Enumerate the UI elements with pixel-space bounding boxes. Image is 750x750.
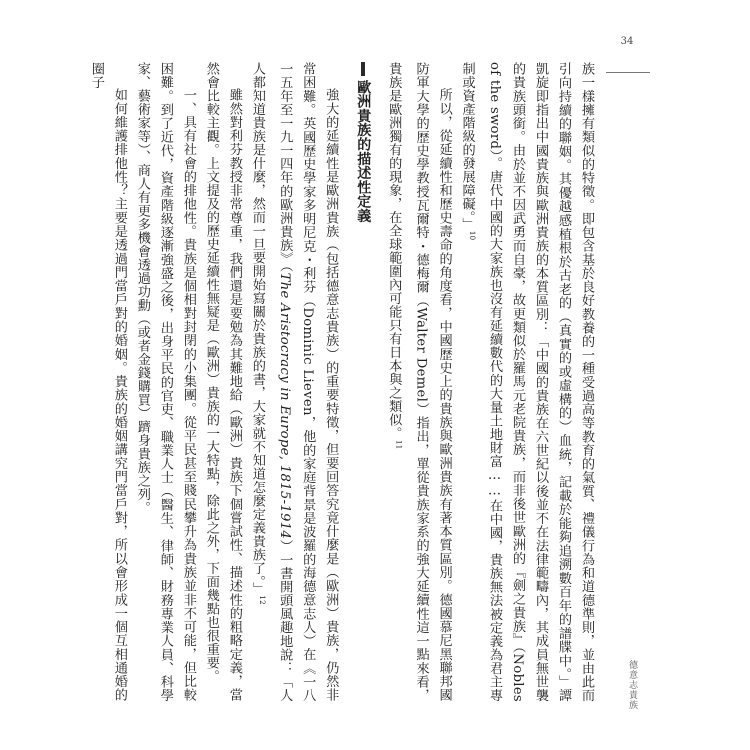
section-heading-text: 歐洲貴族的描述性定義 [355,80,372,223]
heading-bar-icon [361,62,365,76]
running-head: 德意志貴族 [627,660,637,710]
page-number: 34 [620,36,634,47]
paragraph [456,62,598,702]
section-heading [352,62,374,702]
header-rule [606,72,650,73]
book-title: The Aristocracy in Europe, 1815-1914 [277,272,293,540]
paragraph: 雖然對利芬教授非常尊重，我們還是要勉為其難地給（歐洲）貴族下個嘗試性、描述性的粗略定義，當然會比較主觀。上文提及的歷史延續性無疑是（歐洲）貴族的一大特點，除此之外，下面幾點也很重要。 [203,62,242,702]
text-run: 所以，從延續性和歷史壽命的角度看，中國歷史上的貴族與歐洲貴族有著本質區別。德國慕尼黑聯邦國防軍大學的歷史學教授瓦爾特・德梅爾（ [413,62,452,702]
paragraph: 如何維護排他性？主要是透過門當戶對的婚姻。貴族的婚姻講究門當戶對，所以會形成一個互相通婚的圈子 [88,62,127,702]
text-run: ）。唐代中國的大家族也沒有延續數代的大量土地財富……在中國，貴族無法被定義為君主專制或資產階級的發展障礙。」 [459,62,502,702]
text-run: ）指出，單從貴族家系的強大延續性這一點來看，貴族是歐洲獨有的現象，在全球範圍內可能只有日本與之類似。 [386,62,429,703]
footnote-ref: 10 [468,230,476,241]
body-text [85,62,598,702]
paragraph: 一、具有社會的排他性。貴族是個相對封閉的小集團。從平民甚至賤民攀升為貴族並非不可能，但比較困難。到了近代，資產階級逐漸強盛之後，出身平民的官吏、職業人士（醫生、律師、財務專業人員、科學家、藝術家等）、商人有更多機會透過功勳（或者金錢購買）躋身貴族之列。 [134,62,196,702]
paragraph [246,62,342,702]
footnote-ref: 12 [258,595,267,605]
latin-name: Walter Demel [413,307,429,403]
footnote-ref: 11 [394,440,403,450]
latin-name: Dominic Lieven [300,307,316,416]
text-run: ）一書開頭風趣地說：「人人都知道貴族是什麼，然而一旦要開始寫關於貴族的書，大家就不知道怎麼定義貴族了。」 [249,62,293,703]
text-run: 族一樣擁有類似的特徵。即包含基於良好教養的一種受過高等教育的氣質、禮儀行為和道德準則，並由此而引向持續的聯姻。其優越感植根於古老的（真實的或虛構的）血統，記載於能夠追溯數百年的譜牒中。」譚凱旋即指出中國貴族與歐洲貴族的本質區別：「中國的貴族在六世紀以後並不在法律範疇內，其成員無世襲的貴族頭銜。由於並不因武勇而自豪，故更類似於羅馬元老院貴族，而非後世歐洲的『劍之貴族』（ [510,62,594,702]
latin-name: Nobles of the sword [487,62,525,702]
text-run: ，他的家庭背景是波羅的海德意志人）在《一八一五年至一九一四年的歐洲貴族》（ [277,62,316,702]
paragraph [382,62,455,702]
text-run: 強大的延續性是歐洲貴族（包括德意志貴族）的重要特徵，但要回答究竟什麼是（歐洲）貴族，仍然非常困難。英國歷史學家多明尼克・利芬（ [300,62,339,702]
